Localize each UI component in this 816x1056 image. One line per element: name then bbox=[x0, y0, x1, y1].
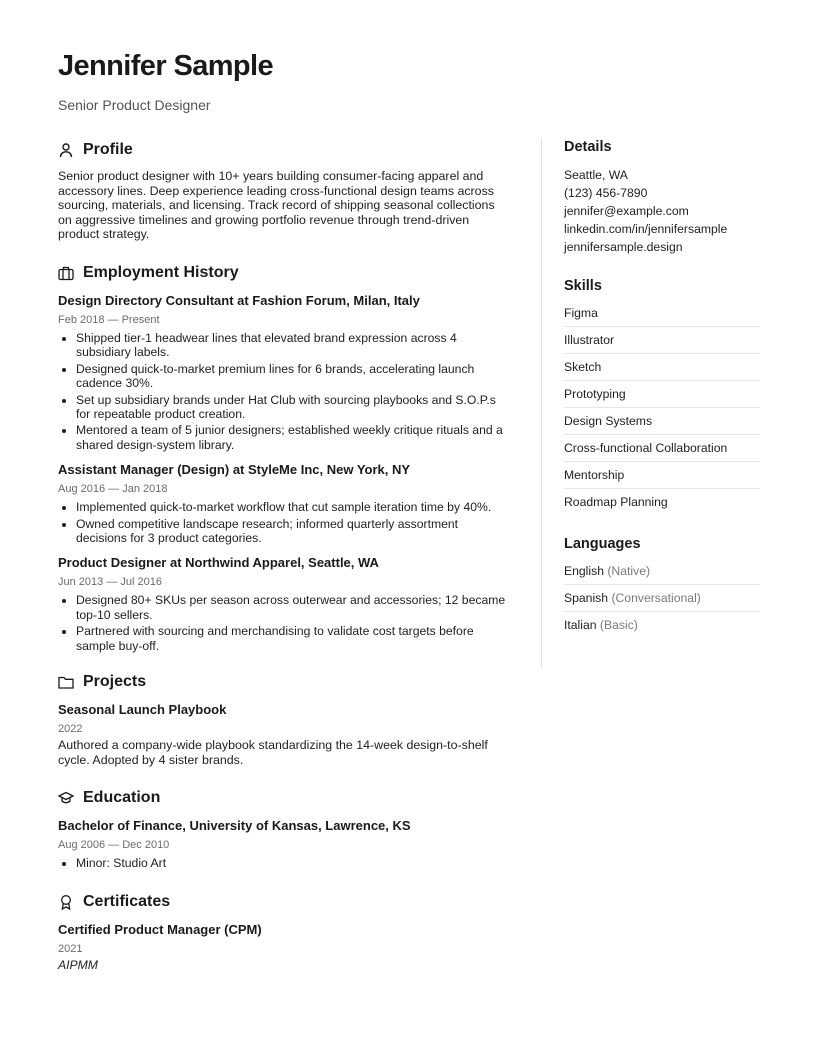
skill-item: Illustrator bbox=[564, 327, 760, 354]
profile-summary: Senior product designer with 10+ years building consumer-facing apparel and accessory lines. Deep experience leading cross-functional design teams across sourcing, materials, and licensing. Track record of shipping seasonal collections on aggressive timelines and growing portfolio revenue through trend-driven product strategy. bbox=[58, 169, 495, 242]
language-level: (Basic) bbox=[599, 618, 638, 632]
job-bullet: • Mentored a team of 5 junior designers; established weekly critique rituals and a shared design-system library. bbox=[76, 423, 510, 452]
certificate-entry bbox=[58, 922, 510, 972]
detail-email[interactable]: jennifer@example.com bbox=[564, 204, 689, 218]
job-title: Assistant Manager (Design) at StyleMe Inc, New York, NY bbox=[58, 462, 411, 478]
skills-title: Skills bbox=[564, 278, 602, 294]
languages-title: Languages bbox=[564, 536, 641, 552]
detail-location: Seattle, WA bbox=[564, 168, 628, 182]
job-entry bbox=[58, 293, 510, 452]
job-bullet: • Owned competitive landscape research; informed quarterly assortment decisions for 3 product categories. bbox=[76, 517, 510, 546]
language-name: English bbox=[564, 564, 604, 578]
project-description: Authored a company-wide playbook standardizing the 14-week design-to-shelf cycle. Adopted by 4 sister brands. bbox=[58, 738, 488, 767]
employment-section bbox=[58, 262, 510, 653]
skill-item: Design Systems bbox=[564, 408, 760, 435]
profile-title: Profile bbox=[83, 141, 133, 158]
language-item bbox=[564, 558, 760, 585]
skills-list bbox=[564, 300, 760, 515]
education-bullets bbox=[58, 856, 510, 870]
skill-item: Prototyping bbox=[564, 381, 760, 408]
job-title: Product Designer at Northwind Apparel, Seattle, WA bbox=[58, 555, 379, 571]
languages-list bbox=[564, 558, 760, 638]
education-heading bbox=[58, 787, 510, 809]
education-entry bbox=[58, 818, 510, 870]
job-bullets bbox=[58, 331, 510, 452]
employment-title: Employment History bbox=[83, 263, 239, 281]
language-item bbox=[564, 612, 760, 638]
language-item bbox=[564, 585, 760, 612]
language-level: (Native) bbox=[607, 564, 651, 578]
folder-icon bbox=[58, 674, 74, 690]
job-bullet: • Designed 80+ SKUs per season across outerwear and accessories; 12 became top-10 sellers. bbox=[76, 593, 510, 622]
skills-section bbox=[564, 277, 760, 515]
employment-heading bbox=[58, 262, 510, 284]
language-name: Italian bbox=[564, 618, 597, 632]
profile-section bbox=[58, 139, 510, 242]
certificate-issuer: AIPMM bbox=[58, 957, 98, 972]
detail-website[interactable]: jennifersample.design bbox=[564, 240, 683, 254]
job-bullets bbox=[58, 500, 510, 545]
project-title: Seasonal Launch Playbook bbox=[58, 702, 227, 718]
skill-item: Mentorship bbox=[564, 462, 760, 489]
job-bullets bbox=[58, 593, 510, 653]
award-icon bbox=[58, 894, 74, 910]
detail-phone: (123) 456-7890 bbox=[564, 186, 648, 200]
candidate-name: Jennifer Sample bbox=[58, 50, 274, 82]
certificates-section bbox=[58, 891, 510, 972]
education-section bbox=[58, 787, 510, 870]
candidate-role: Senior Product Designer bbox=[58, 97, 211, 113]
language-name: Spanish bbox=[564, 591, 609, 605]
certificates-heading bbox=[58, 891, 510, 913]
skill-item: Cross-functional Collaboration bbox=[564, 435, 760, 462]
job-bullet: • Implemented quick-to-market workflow that cut sample iteration time by 40%. bbox=[76, 500, 510, 514]
job-bullet: • Designed quick-to-market premium lines for 6 brands, accelerating launch cadence 30%. bbox=[76, 362, 510, 391]
languages-section bbox=[564, 535, 760, 638]
degree-title: Bachelor of Finance, University of Kansas, Lawrence, KS bbox=[58, 818, 411, 834]
details-section bbox=[564, 138, 760, 256]
user-icon bbox=[58, 142, 74, 158]
detail-linkedin[interactable]: linkedin.com/in/jennifersample bbox=[564, 222, 728, 236]
job-bullet: • Shipped tier-1 headwear lines that elevated brand expression across 4 subsidiary labels. bbox=[76, 331, 510, 360]
skill-item: Sketch bbox=[564, 354, 760, 381]
profile-heading bbox=[58, 139, 510, 161]
job-dates: Aug 2016 — Jan 2018 bbox=[58, 483, 168, 496]
projects-section bbox=[58, 671, 510, 767]
certificates-title: Certificates bbox=[83, 892, 171, 910]
job-entry bbox=[58, 555, 510, 653]
column-divider bbox=[541, 138, 542, 668]
projects-heading bbox=[58, 671, 510, 693]
details-title: Details bbox=[564, 139, 612, 155]
education-title: Education bbox=[83, 789, 161, 807]
skill-item: Roadmap Planning bbox=[564, 495, 668, 509]
details-list bbox=[564, 166, 760, 256]
job-bullet: • Set up subsidiary brands under Hat Club with sourcing playbooks and S.O.P.s for repeatable product creation. bbox=[76, 393, 510, 422]
project-year: 2022 bbox=[58, 723, 83, 736]
certificate-title: Certified Product Manager (CPM) bbox=[58, 921, 262, 937]
project-entry bbox=[58, 702, 510, 767]
certificate-year: 2021 bbox=[58, 942, 83, 955]
education-dates: Aug 2006 — Dec 2010 bbox=[58, 839, 170, 852]
projects-title: Projects bbox=[83, 673, 147, 691]
education-bullet: • Minor: Studio Art bbox=[76, 856, 510, 870]
main-column bbox=[58, 138, 510, 972]
job-dates: Jun 2013 — Jul 2016 bbox=[58, 576, 162, 589]
job-dates: Feb 2018 — Present bbox=[58, 313, 160, 326]
job-entry bbox=[58, 462, 510, 545]
skill-item: Figma bbox=[564, 300, 760, 327]
language-level: (Conversational) bbox=[611, 591, 701, 605]
sidebar bbox=[564, 138, 760, 638]
briefcase-icon bbox=[58, 265, 74, 281]
graduation-cap-icon bbox=[58, 790, 74, 806]
job-title: Design Directory Consultant at Fashion Forum, Milan, Italy bbox=[58, 292, 420, 308]
job-bullet: • Partnered with sourcing and merchandising to validate cost targets before sample buy-off. bbox=[76, 624, 510, 653]
